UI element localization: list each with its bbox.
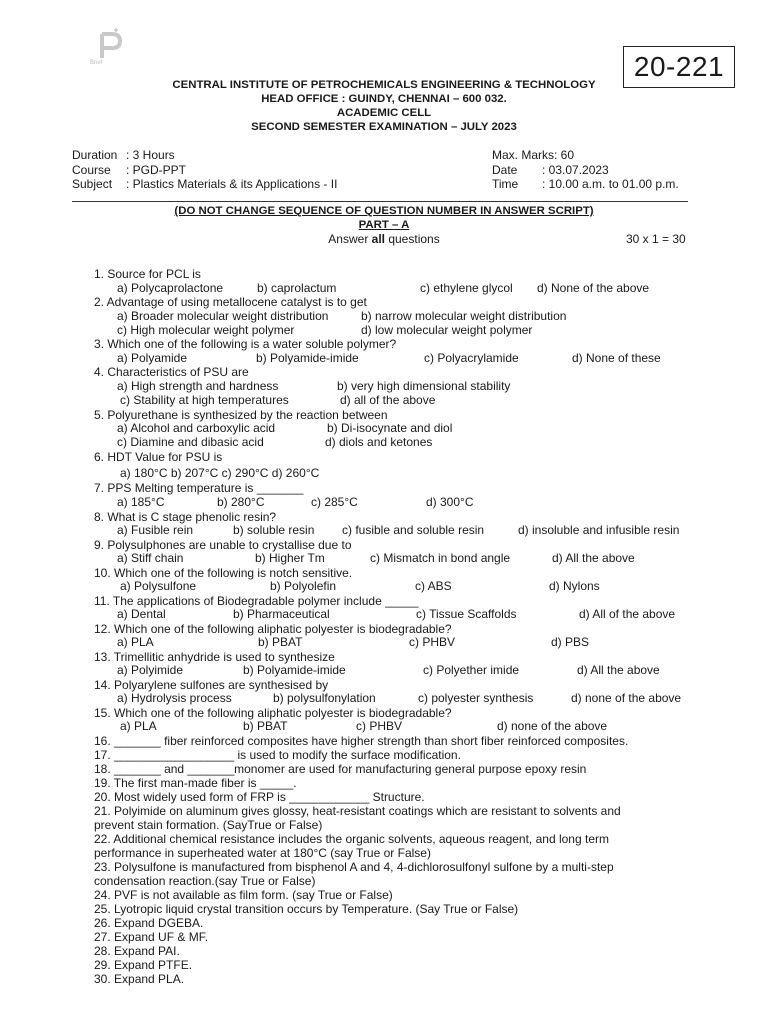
answer-option: c) Tissue Scaffolds	[416, 607, 517, 621]
question-line: 6. HDT Value for PSU is	[94, 450, 223, 464]
question-line: 10. Which one of the following is notch sensitive.	[94, 566, 353, 580]
answer-option: b) caprolactum	[257, 281, 337, 295]
answer-option: d) None of these	[572, 351, 661, 365]
answer-option: d) 300°C	[426, 495, 474, 509]
answer-option: a) PLA	[120, 719, 157, 733]
marks-formula: 30 x 1 = 30	[626, 232, 686, 246]
answer-option: c) High molecular weight polymer	[117, 323, 295, 337]
question-line: performance in superheated water at 180°C (say True or False)	[94, 846, 431, 860]
question-line: 30. Expand PLA.	[94, 972, 185, 986]
answer-option: b) Polyolefin	[270, 579, 337, 593]
answer-option: d) All the above	[577, 663, 660, 677]
answer-option: c) polyester synthesis	[418, 691, 534, 705]
question-line: 5. Polyurethane is synthesized by the reaction between	[94, 408, 388, 422]
answer-option: d) PBS	[551, 635, 590, 649]
answer-option: b) narrow molecular weight distribution	[361, 309, 567, 323]
header-divider	[72, 201, 688, 202]
answer-all-word: all	[371, 232, 385, 246]
answer-option: d) all of the above	[340, 393, 436, 407]
paper-code-box: 20-221	[623, 46, 735, 88]
subject-label: Subject	[72, 177, 113, 191]
subject-value: : Plastics Materials & its Applications - II	[126, 177, 338, 191]
answer-option: c) Polyacrylamide	[424, 351, 519, 365]
question-line: 7. PPS Melting temperature is _______	[94, 481, 304, 495]
answer-option: d) All of the above	[579, 607, 676, 621]
instruction-text: (DO NOT CHANGE SEQUENCE OF QUESTION NUMBER IN ANSWER SCRIPT)	[174, 205, 594, 217]
answer-option: c) 285°C	[311, 495, 358, 509]
answer-option: d) none of the above	[571, 691, 682, 705]
answer-option: d) All the above	[552, 551, 635, 565]
answer-option: c) ethylene glycol	[420, 281, 513, 295]
answer-option: a) Polysulfone	[120, 579, 197, 593]
answer-option: c) PHBV	[356, 719, 403, 733]
question-line: 13. Trimellitic anhydride is used to synthesize	[94, 650, 335, 664]
question-line: 22. Additional chemical resistance includes the organic solvents, aqueous reagent, and long term	[94, 832, 609, 846]
answer-option: d) diols and ketones	[325, 435, 433, 449]
question-line: 12. Which one of the following aliphatic polyester is biodegradable?	[94, 622, 452, 636]
exam-meta-right	[492, 148, 679, 192]
answer-option: b) soluble resin	[233, 523, 315, 537]
answer-option: d) low molecular weight polymer	[361, 323, 533, 337]
question-line: 14. Polyarylene sulfones are synthesised by	[94, 678, 329, 692]
time-label: Time	[492, 177, 519, 191]
question-line: 19. The first man-made fiber is _____.	[94, 776, 297, 790]
answer-option: b) 280°C	[217, 495, 265, 509]
answer-option: d) insoluble and infusible resin	[518, 523, 680, 537]
answer-option: c) PHBV	[409, 635, 456, 649]
question-line: 20. Most widely used form of FRP is ____________ Structure.	[94, 790, 425, 804]
answer-option: d) Nylons	[549, 579, 600, 593]
answer-option: c) Diamine and dibasic acid	[117, 435, 264, 449]
answer-option: a) PLA	[117, 635, 154, 649]
answer-option: c) ABS	[415, 579, 452, 593]
question-line: 1. Source for PCL is	[94, 267, 201, 281]
logo-caption: Brief	[90, 60, 103, 66]
academic-cell: ACADEMIC CELL	[336, 107, 432, 119]
question-line: prevent stain formation. (SayTrue or False)	[94, 818, 323, 832]
question-line: 25. Lyotropic liquid crystal transition occurs by Temperature. (Say True or False)	[94, 902, 519, 916]
question-line: 15. Which one of the following aliphatic polyester is biodegradable?	[94, 706, 452, 720]
duration-value: : 3 Hours	[126, 148, 175, 162]
answer-option: a) Polyamide	[117, 351, 188, 365]
answer-suffix: questions	[385, 232, 440, 246]
question-line: 24. PVF is not available as film form. (say True or False)	[94, 888, 393, 902]
exam-header	[0, 78, 768, 134]
answer-option: a) Polyimide	[117, 663, 184, 677]
course-value: : PGD-PPT	[126, 162, 187, 177]
question-line: 11. The applications of Biodegradable polymer include _____	[94, 594, 419, 608]
question-line: 4. Characteristics of PSU are	[94, 365, 249, 379]
max-marks: Max. Marks: 60	[492, 148, 575, 162]
question-line: 17. __________________ is used to modify the surface modification.	[94, 748, 461, 762]
answer-option: a) Hydrolysis process	[117, 691, 232, 705]
question-line: condensation reaction.(say True or False)	[94, 874, 316, 888]
answer-option: b) Higher Tm	[255, 551, 325, 565]
date-value: : 03.07.2023	[542, 162, 609, 177]
question-line: 27. Expand UF & MF.	[94, 930, 209, 944]
date-label: Date	[492, 162, 518, 177]
answer-option: a) 185°C	[117, 495, 165, 509]
duration-label: Duration	[72, 148, 118, 162]
answer-option: a) Fusible rein	[117, 523, 194, 537]
question-line: 28. Expand PAI.	[94, 944, 180, 958]
answer-option: b) PBAT	[243, 719, 288, 733]
answer-option: b) Polyamide-imide	[243, 663, 346, 677]
exam-title: SECOND SEMESTER EXAMINATION – JULY 2023	[251, 121, 517, 133]
institute-name: CENTRAL INSTITUTE OF PETROCHEMICALS ENGINEERING & TECHNOLOGY	[172, 79, 596, 91]
course-label: Course	[72, 162, 111, 177]
question-line: 2. Advantage of using metallocene catalyst is to get	[94, 295, 367, 309]
answer-option: b) PBAT	[258, 635, 303, 649]
answer-option: a) 180°C b) 207°C c) 290°C d) 260°C	[120, 466, 320, 480]
answer-option: d) None of the above	[537, 281, 650, 295]
question-line: 16. _______ fiber reinforced composites have higher strength than short fiber reinforced composites.	[94, 734, 629, 748]
answer-prefix: Answer	[328, 232, 372, 246]
answer-option: c) Polyether imide	[423, 663, 520, 677]
answer-option: a) High strength and hardness	[117, 379, 279, 393]
part-heading: PART – A	[358, 219, 410, 231]
question-line: 23. Polysulfone is manufactured from bisphenol A and 4, 4-dichlorosulfonyl sulfone by a multi-step	[94, 860, 614, 874]
answer-option: b) Di-isocynate and diol	[327, 421, 453, 435]
answer-option: b) polysulfonylation	[273, 691, 376, 705]
question-line: 18. _______ and _______monomer are used for manufacturing general purpose epoxy resin	[94, 762, 587, 776]
question-line: 26. Expand DGEBA.	[94, 916, 204, 930]
answer-option: c) Stability at high temperatures	[120, 393, 289, 407]
answer-option: c) fusible and soluble resin	[342, 523, 485, 537]
answer-option: b) Polyamide-imide	[256, 351, 359, 365]
answer-option: a) Polycaprolactone	[117, 281, 224, 295]
answer-option: d) none of the above	[497, 719, 608, 733]
question-line: 9. Polysulphones are unable to crystallise due to	[94, 538, 352, 552]
answer-option: b) Pharmaceutical	[233, 607, 330, 621]
head-office: HEAD OFFICE : GUINDY, CHENNAI – 600 032.	[261, 93, 507, 105]
answer-option: a) Broader molecular weight distribution	[117, 309, 329, 323]
question-line: 21. Polyimide on aluminum gives glossy, heat-resistant coatings which are resistant to solvents and	[94, 804, 621, 818]
time-value: : 10.00 a.m. to 01.00 p.m.	[542, 177, 679, 191]
answer-option: a) Alcohol and carboxylic acid	[117, 421, 276, 435]
answer-option: b) very high dimensional stability	[337, 379, 511, 393]
instruction-block	[0, 204, 768, 232]
question-line: 29. Expand PTFE.	[94, 958, 193, 972]
answer-option: c) Mismatch in bond angle	[370, 551, 511, 565]
exam-meta-left	[72, 148, 337, 192]
answer-option: a) Stiff chain	[117, 551, 184, 565]
question-line: 3. Which one of the following is a water soluble polymer?	[94, 337, 397, 351]
question-line: 8. What is C stage phenolic resin?	[94, 510, 277, 524]
answer-option: a) Dental	[117, 607, 166, 621]
